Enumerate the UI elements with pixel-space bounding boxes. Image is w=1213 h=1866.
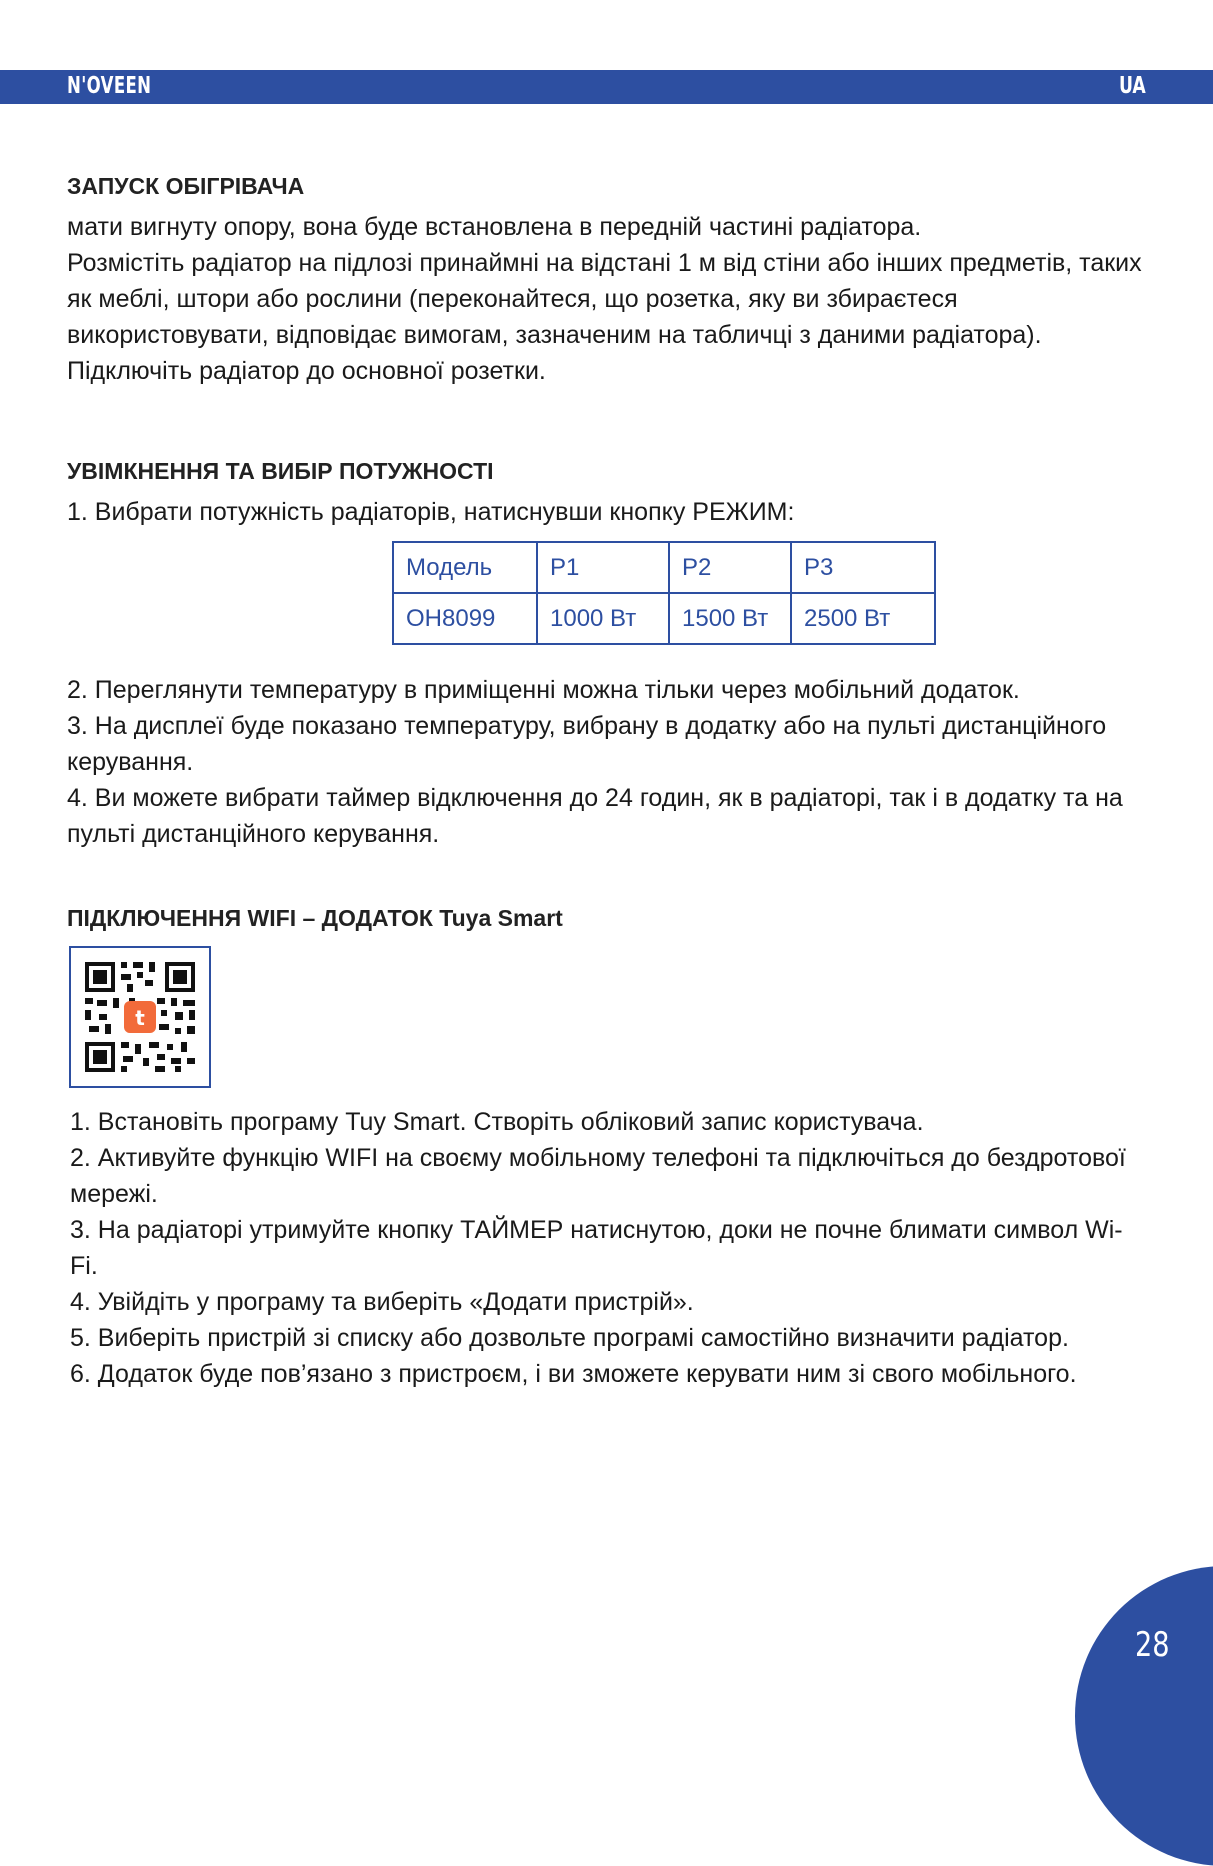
table-cell: OH8099 — [393, 593, 537, 644]
table-header-row — [393, 542, 935, 593]
power-table — [392, 541, 936, 645]
table-header-cell: Модель — [393, 542, 537, 593]
qr-code-frame — [69, 946, 211, 1088]
list-item: 3. На дисплеї буде показано температуру, вибрану в додатку або на пульті дистанційного керування. — [67, 712, 1107, 776]
table-cell: 1500 Вт — [669, 593, 791, 644]
startup-paragraph: Підключіть радіатор до основної розетки. — [67, 357, 546, 385]
power-intro — [67, 494, 1147, 530]
brand-logo: N'OVEEN — [67, 73, 152, 99]
section-title-power: УВІМКНЕННЯ ТА ВИБІР ПОТУЖНОСТІ — [67, 458, 494, 484]
wifi-list — [70, 1104, 1150, 1392]
section-title-startup: ЗАПУСК ОБІГРІВАЧА — [67, 173, 305, 199]
table-header-cell: P2 — [669, 542, 791, 593]
list-item: 6. Додаток буде пов’язано з пристроєм, і ви зможете керувати ним зі свого мобільного. — [70, 1360, 1077, 1388]
startup-paragraph: мати вигнуту опору, вона буде встановлена в передній частині радіатора. — [67, 213, 922, 241]
page-corner-decoration — [1075, 1566, 1213, 1866]
section-startup-body — [67, 209, 1147, 389]
qr-badge-letter: t — [135, 1006, 145, 1030]
table-cell: 1000 Вт — [537, 593, 669, 644]
list-item: 4. Ви можете вибрати таймер відключення до 24 годин, як в радіаторі, так і в додатку та на пульті дистанційного керування. — [67, 784, 1123, 848]
power-list — [67, 672, 1147, 852]
table-header-cell: P1 — [537, 542, 669, 593]
list-item: 3. На радіаторі утримуйте кнопку ТАЙМЕР натиснутою, доки не почне блимати символ Wi-Fi. — [70, 1216, 1123, 1280]
table-row — [393, 593, 935, 644]
section-title-wifi: ПІДКЛЮЧЕННЯ WIFI – ДОДАТОК Tuya Smart — [67, 905, 563, 931]
page-number: 28 — [1135, 1625, 1170, 1665]
qr-code-icon — [71, 948, 209, 1086]
table-cell: 2500 Вт — [791, 593, 935, 644]
language-code: UA — [1119, 73, 1146, 99]
list-item: 2. Активуйте функцію WIFI на своєму мобільному телефоні та підключіться до бездротової мережі. — [70, 1144, 1126, 1208]
header-bar — [0, 70, 1213, 104]
power-intro-text: 1. Вибрати потужність радіаторів, натиснувши кнопку РЕЖИМ: — [67, 498, 795, 526]
list-item: 1. Встановіть програму Tuy Smart. Створіть обліковий запис користувача. — [70, 1108, 924, 1136]
startup-paragraph: Розмістіть радіатор на підлозі принаймні на відстані 1 м від стіни або інших предметів, таких як меблі, штори або рослини (переконайтеся, що розетка, яку ви збираєтеся використовувати, відповідає вимогам, зазначеним на табличці з даними радіатора). — [67, 249, 1142, 349]
list-item: 5. Виберіть пристрій зі списку або дозвольте програмі самостійно визначити радіатор. — [70, 1324, 1069, 1352]
list-item: 2. Переглянути температуру в приміщенні можна тільки через мобільний додаток. — [67, 676, 1020, 704]
list-item: 4. Увійдіть у програму та виберіть «Додати пристрій». — [70, 1288, 694, 1316]
table-header-cell: P3 — [791, 542, 935, 593]
